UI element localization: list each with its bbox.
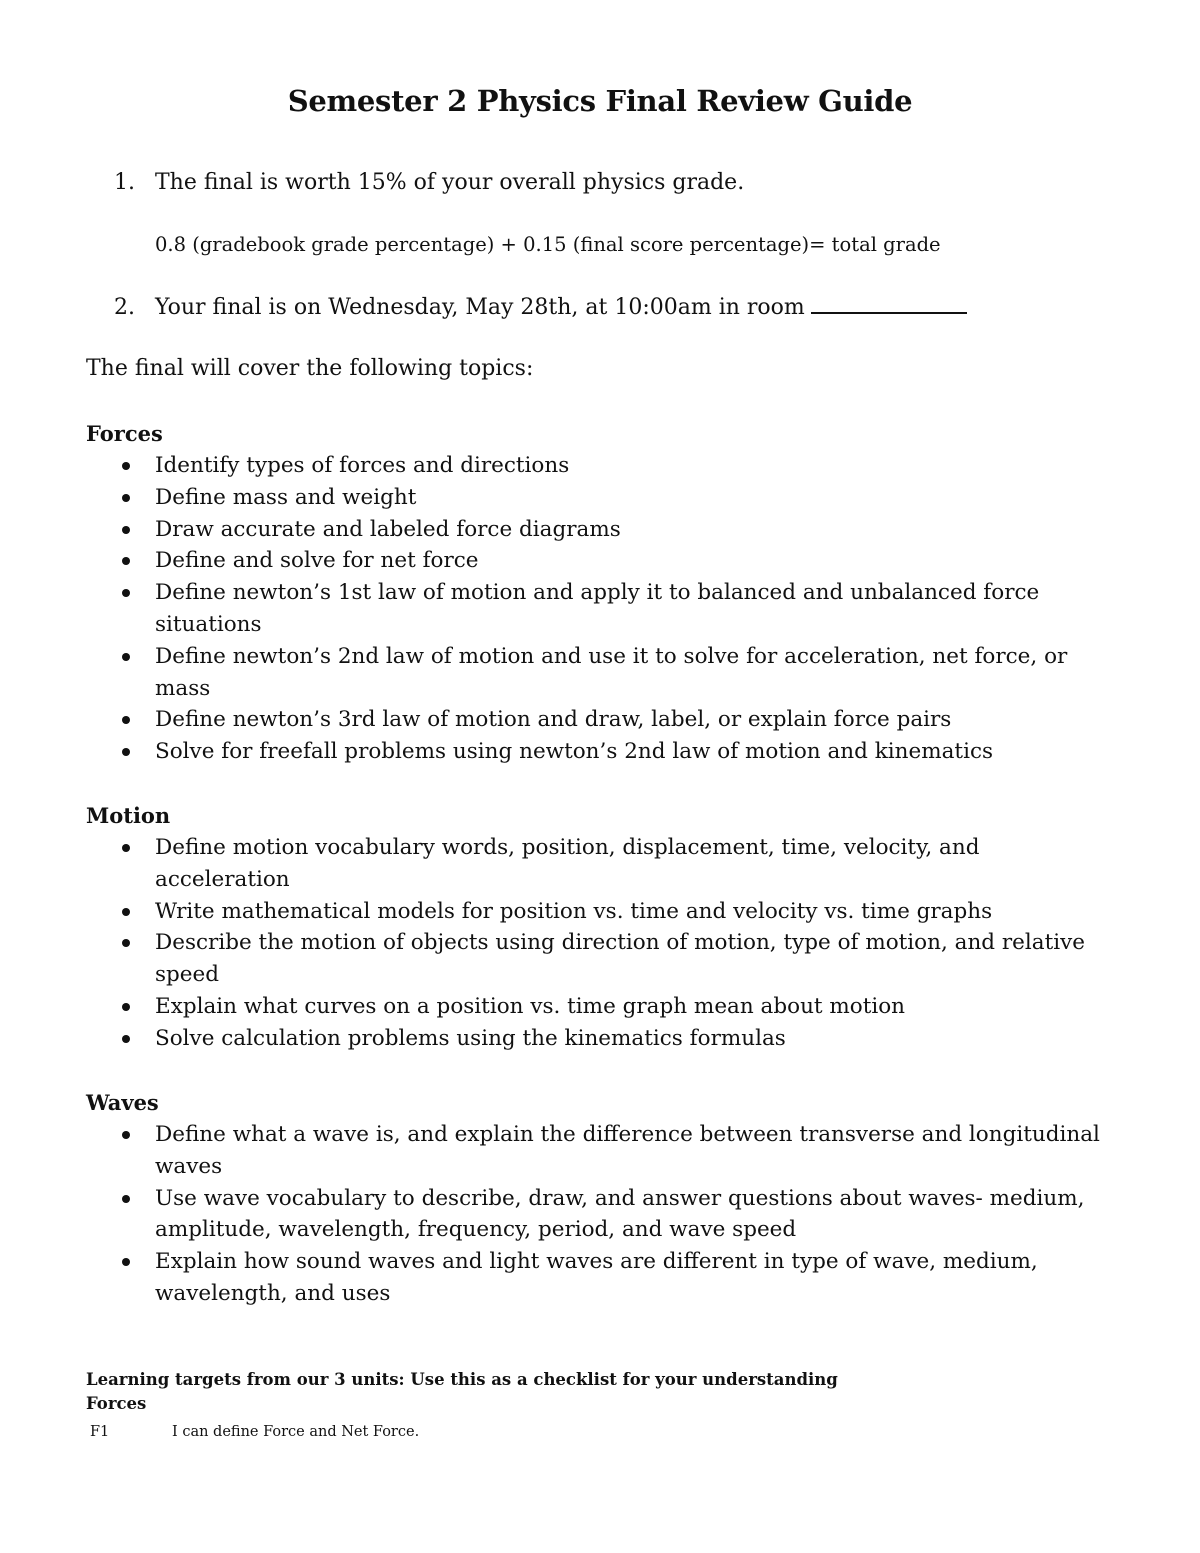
bullet-icon <box>122 748 130 756</box>
bullet-icon <box>122 1258 130 1266</box>
list-item: Explain what curves on a position vs. time graph mean about motion <box>86 991 1116 1023</box>
bullet-icon <box>122 908 130 916</box>
bullet-icon <box>122 939 130 947</box>
bullet-list <box>86 1119 1116 1310</box>
bullet-icon <box>122 1131 130 1139</box>
bullet-list <box>86 832 1116 1055</box>
page-title: Semester 2 Physics Final Review Guide <box>287 84 913 118</box>
bullet-icon <box>122 1195 130 1203</box>
item-text: The final is worth 15% of your overall physics grade. <box>155 170 745 195</box>
room-blank-line <box>811 294 967 314</box>
section-heading: Waves <box>86 1090 159 1115</box>
info-item-final-date <box>114 294 967 320</box>
section-waves <box>86 1087 1116 1310</box>
bullet-icon <box>122 716 130 724</box>
bullet-icon <box>122 557 130 565</box>
bullet-icon <box>122 1035 130 1043</box>
section-motion <box>86 800 1116 1055</box>
section-forces <box>86 418 1116 768</box>
bullet-icon <box>122 462 130 470</box>
section-heading: Forces <box>86 421 163 446</box>
item-text: Your final is on Wednesday, May 28th, at 10:00am in room <box>155 295 805 320</box>
list-item: Define newton’s 1st law of motion and apply it to balanced and unbalanced force situations <box>86 577 1116 641</box>
list-item: Describe the motion of objects using direction of motion, type of motion, and relative speed <box>86 927 1116 991</box>
bullet-icon <box>122 526 130 534</box>
list-item: Define and solve for net force <box>86 545 1116 577</box>
table-row <box>90 1424 419 1440</box>
target-code: F1 <box>90 1424 110 1440</box>
list-item: Define what a wave is, and explain the difference between transverse and longitudinal waves <box>86 1119 1116 1183</box>
target-text: I can define Force and Net Force. <box>172 1424 420 1440</box>
item-number: 2. <box>114 295 135 320</box>
bullet-icon <box>122 589 130 597</box>
bullet-icon <box>122 844 130 852</box>
list-item: Explain how sound waves and light waves are different in type of wave, medium, wavelength, and uses <box>86 1246 1116 1310</box>
list-item: Identify types of forces and directions <box>86 450 1116 482</box>
list-item: Define newton’s 3rd law of motion and draw, label, or explain force pairs <box>86 704 1116 736</box>
list-item: Define motion vocabulary words, position, displacement, time, velocity, and acceleration <box>86 832 1116 896</box>
list-item: Solve for freefall problems using newton’s 2nd law of motion and kinematics <box>86 736 1116 768</box>
list-item: Draw accurate and labeled force diagrams <box>86 514 1116 546</box>
targets-title: Learning targets from our 3 units: Use this as a checklist for your understanding <box>86 1370 838 1389</box>
targets-subheading: Forces <box>86 1394 147 1413</box>
bullet-list <box>86 450 1116 768</box>
bullet-icon <box>122 653 130 661</box>
list-item: Solve calculation problems using the kinematics formulas <box>86 1023 1116 1055</box>
list-item: Write mathematical models for position vs. time and velocity vs. time graphs <box>86 896 1116 928</box>
item-number: 1. <box>114 170 135 195</box>
section-heading: Motion <box>86 803 171 828</box>
learning-targets-heading <box>86 1368 838 1416</box>
topics-intro: The final will cover the following topics: <box>86 356 534 381</box>
list-item: Use wave vocabulary to describe, draw, and answer questions about waves- medium, amplitude, wavelength, frequency, period, and wave speed <box>86 1183 1116 1247</box>
list-item: Define mass and weight <box>86 482 1116 514</box>
grade-formula: 0.8 (gradebook grade percentage) + 0.15 (final score percentage)= total grade <box>155 233 941 256</box>
info-item-grade-weight <box>114 170 744 195</box>
bullet-icon <box>122 1003 130 1011</box>
list-item: Define newton’s 2nd law of motion and use it to solve for acceleration, net force, or mass <box>86 641 1116 705</box>
bullet-icon <box>122 494 130 502</box>
